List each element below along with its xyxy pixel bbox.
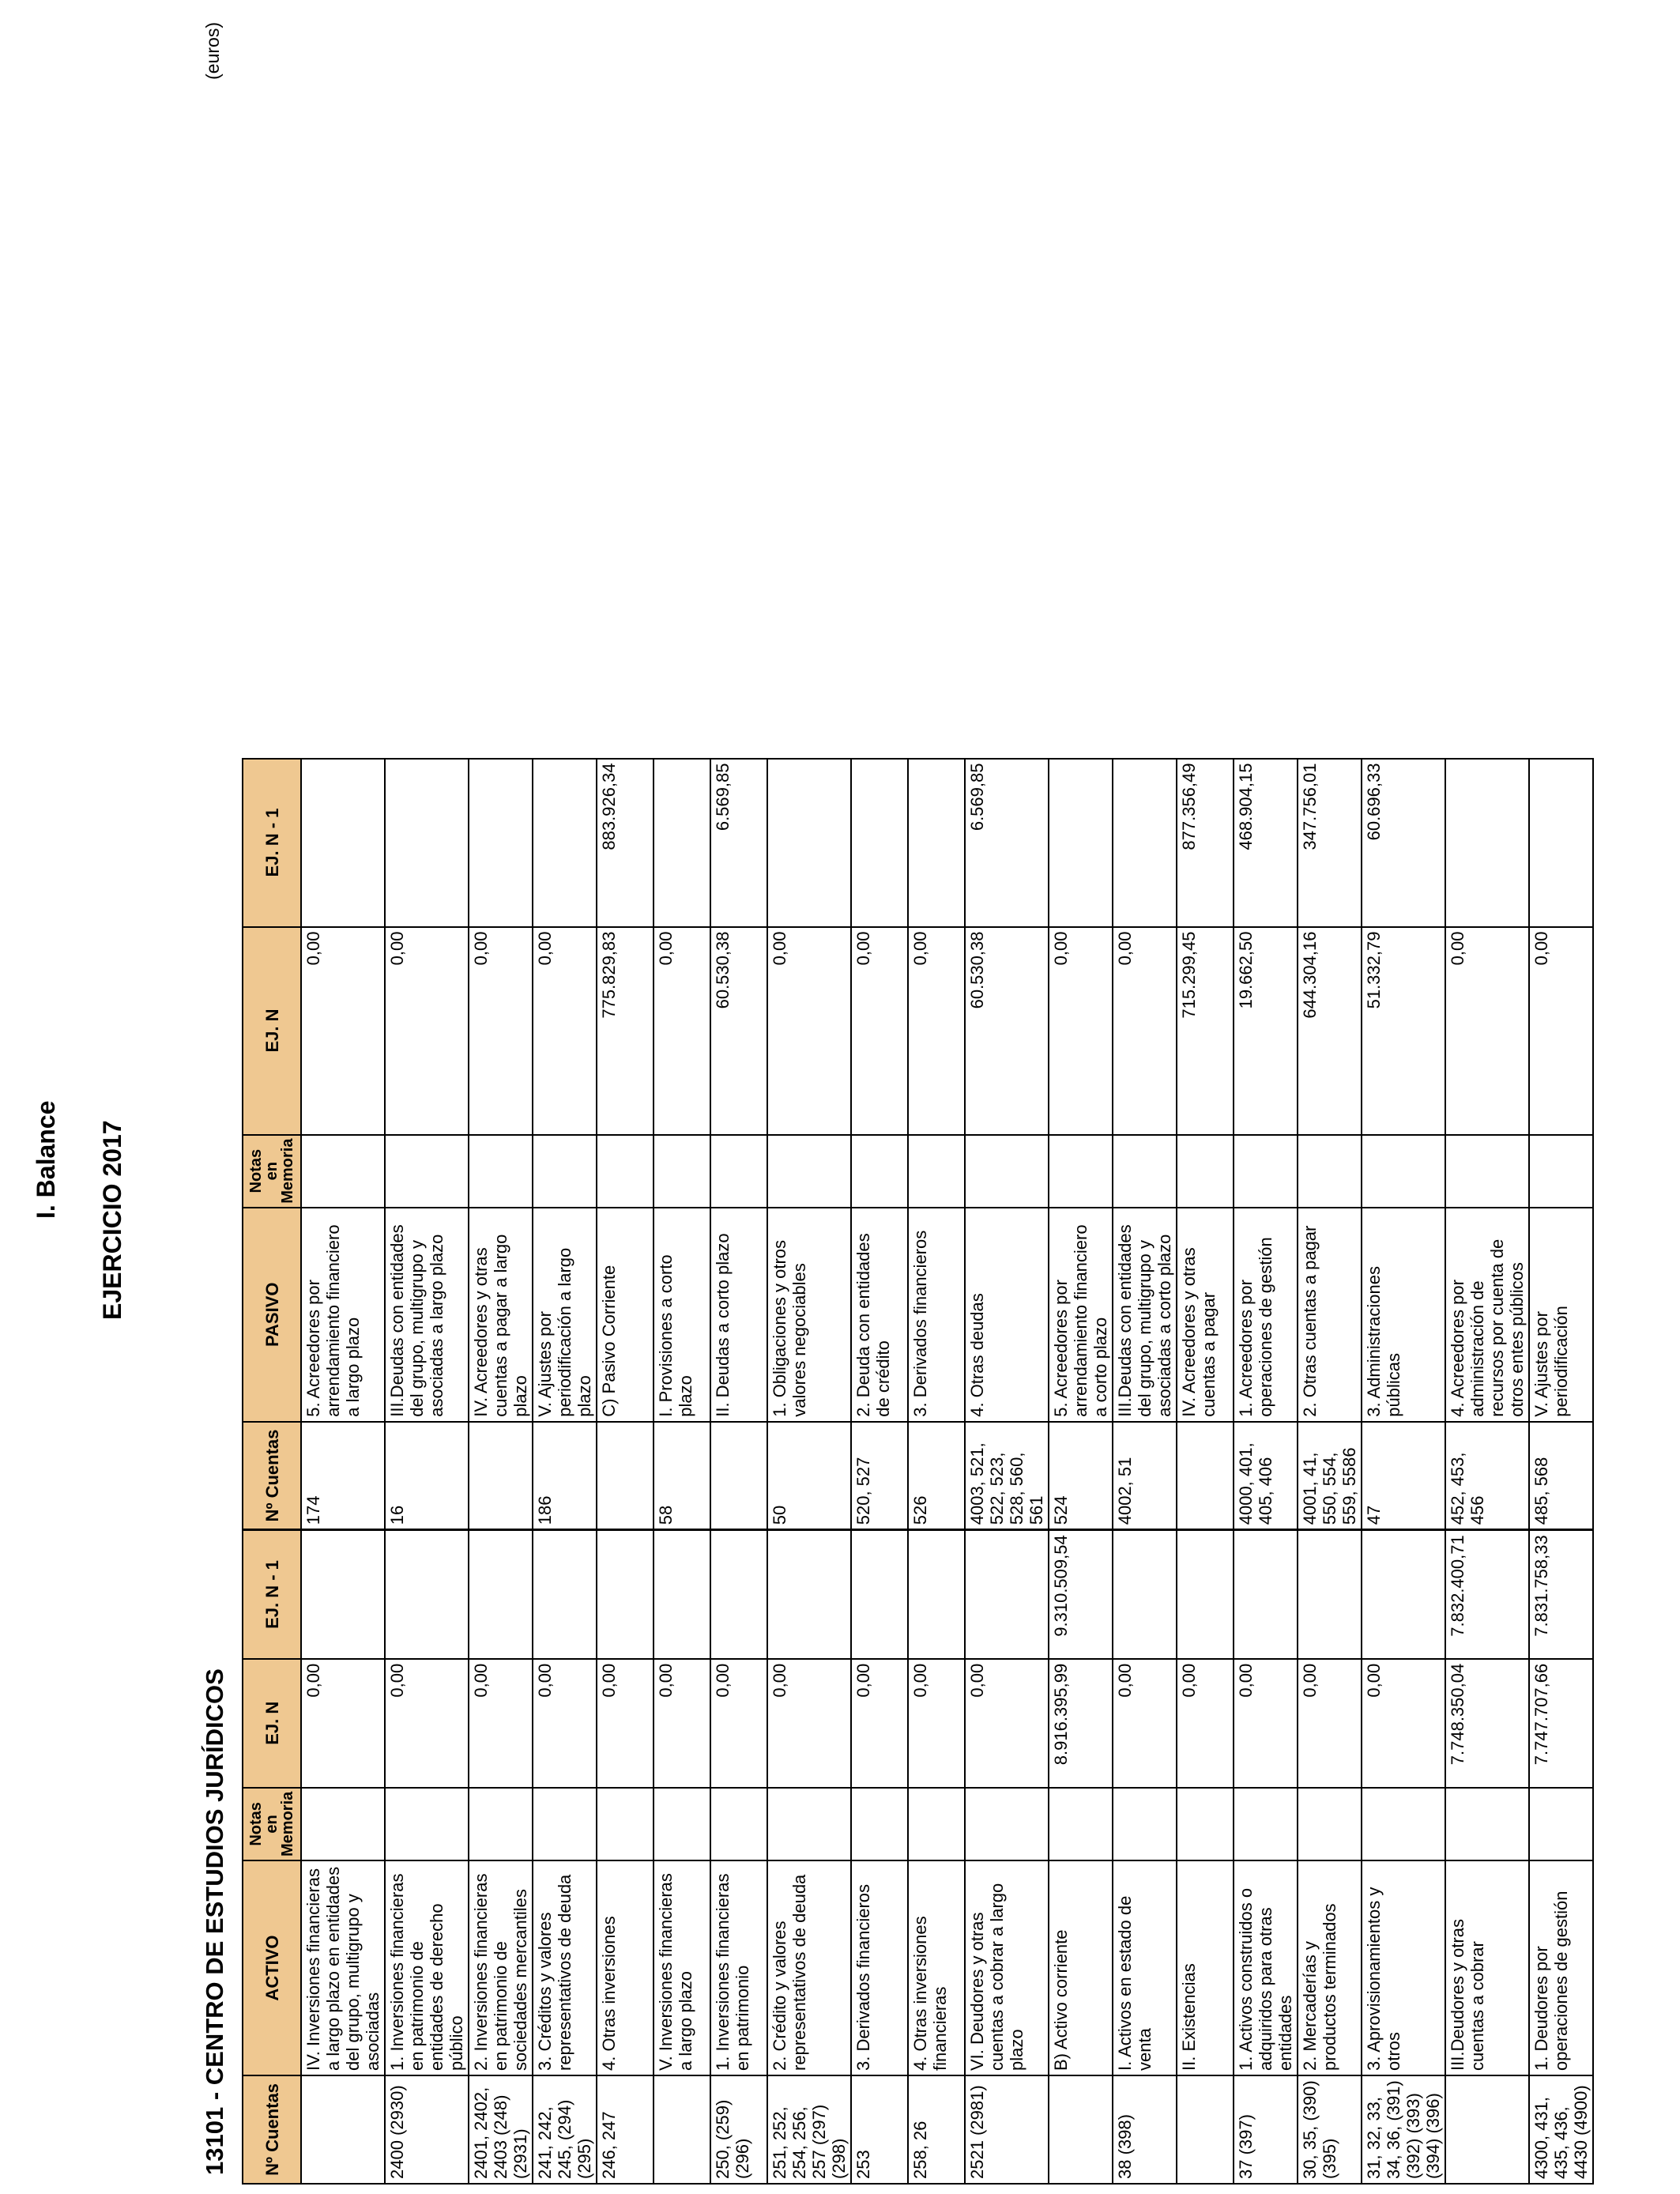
cell-ej-n-pasivo: 0,00 [1529, 927, 1593, 1135]
cell-concepto-activo: 2. Crédito y valores representativos de deuda [767, 1860, 851, 2075]
cell-notas-activo [469, 1788, 533, 1860]
cell-notas-pasivo [965, 1135, 1049, 1208]
cell-concepto-pasivo: V. Ajustes por periodificación [1529, 1208, 1593, 1422]
table-row [1234, 759, 1298, 2184]
table-row [965, 759, 1049, 2184]
cell-ej-n1-pasivo [1529, 759, 1593, 927]
cell-ej-n1-activo [1298, 1530, 1362, 1659]
cell-concepto-pasivo: 3. Derivados financieros [908, 1208, 965, 1422]
cell-concepto-activo: 1. Deudores por operaciones de gestión [1529, 1860, 1593, 2075]
cell-concepto-pasivo: IV. Acreedores y otras cuentas a pagar a largo plazo [469, 1208, 533, 1422]
cell-concepto-activo: I. Activos en estado de venta [1113, 1860, 1177, 2075]
table-row [851, 759, 908, 2184]
cell-ej-n-pasivo: 60.530,38 [965, 927, 1049, 1135]
cell-notas-activo [1113, 1788, 1177, 1860]
table-row [1113, 759, 1177, 2184]
cell-cuentas-activo: 253 [851, 2075, 908, 2184]
cell-ej-n-pasivo: 0,00 [767, 927, 851, 1135]
cell-ej-n-pasivo: 0,00 [301, 927, 385, 1135]
cell-cuentas-pasivo: 16 [385, 1422, 469, 1530]
cell-ej-n-activo: 0,00 [469, 1659, 533, 1788]
cell-concepto-activo: 1. Activos construidos o adquiridos para otras entidades [1234, 1860, 1298, 2075]
cell-notas-pasivo [710, 1135, 767, 1208]
cell-ej-n1-activo [908, 1530, 965, 1659]
cell-ej-n1-activo [1362, 1530, 1445, 1659]
cell-notas-pasivo [1298, 1135, 1362, 1208]
cell-ej-n-activo: 0,00 [385, 1659, 469, 1788]
cell-ej-n-activo: 8.916.395,99 [1049, 1659, 1113, 1788]
cell-notas-activo [1445, 1788, 1529, 1860]
cell-notas-pasivo [533, 1135, 597, 1208]
cell-cuentas-pasivo: 485, 568 [1529, 1422, 1593, 1530]
cell-cuentas-activo: 38 (398) [1113, 2075, 1177, 2184]
cell-ej-n1-pasivo [385, 759, 469, 927]
cell-ej-n1-activo [767, 1530, 851, 1659]
cell-cuentas-activo: 2401, 2402, 2403 (248) (2931) [469, 2075, 533, 2184]
cell-ej-n-pasivo: 0,00 [851, 927, 908, 1135]
cell-notas-pasivo [1177, 1135, 1234, 1208]
cell-notas-activo [301, 1788, 385, 1860]
cell-notas-activo [851, 1788, 908, 1860]
cell-concepto-activo: 4. Otras inversiones [597, 1860, 654, 2075]
cell-ej-n-activo: 0,00 [851, 1659, 908, 1788]
cell-notas-activo [965, 1788, 1049, 1860]
cell-cuentas-pasivo: 4000, 401, 405, 406 [1234, 1422, 1298, 1530]
cell-notas-pasivo [1049, 1135, 1113, 1208]
cell-ej-n1-pasivo: 6.569,85 [965, 759, 1049, 927]
cell-cuentas-pasivo [1177, 1422, 1234, 1530]
table-row [1177, 759, 1234, 2184]
cell-cuentas-activo: 251, 252, 254, 256, 257 (297) (298) [767, 2075, 851, 2184]
cell-ej-n-pasivo: 19.662,50 [1234, 927, 1298, 1135]
cell-notas-activo [767, 1788, 851, 1860]
cell-ej-n-activo: 0,00 [1177, 1659, 1234, 1788]
cell-concepto-activo: B) Activo corriente [1049, 1860, 1113, 2075]
cell-cuentas-activo [654, 2075, 710, 2184]
cell-cuentas-pasivo: 520, 527 [851, 1422, 908, 1530]
cell-ej-n-pasivo: 0,00 [1049, 927, 1113, 1135]
cell-concepto-pasivo: III.Deudas con entidades del grupo, multigrupo y asociadas a corto plazo [1113, 1208, 1177, 1422]
cell-ej-n1-activo [710, 1530, 767, 1659]
cell-notas-activo [1234, 1788, 1298, 1860]
cell-ej-n1-activo [965, 1530, 1049, 1659]
cell-cuentas-pasivo [597, 1422, 654, 1530]
cell-ej-n-activo: 0,00 [301, 1659, 385, 1788]
cell-cuentas-pasivo: 174 [301, 1422, 385, 1530]
cell-ej-n-activo: 0,00 [965, 1659, 1049, 1788]
cell-notas-activo [1529, 1788, 1593, 1860]
cell-concepto-pasivo: 1. Obligaciones y otros valores negociables [767, 1208, 851, 1422]
cell-ej-n1-activo [851, 1530, 908, 1659]
table-row [710, 759, 767, 2184]
cell-cuentas-pasivo: 4003, 521, 522, 523, 528, 560, 561 [965, 1422, 1049, 1530]
cell-cuentas-activo: 31, 32, 33, 34, 36, (391) (392) (393) (394) (396) [1362, 2075, 1445, 2184]
cell-ej-n-pasivo: 60.530,38 [710, 927, 767, 1135]
cell-ej-n-pasivo: 0,00 [385, 927, 469, 1135]
cell-cuentas-pasivo: 50 [767, 1422, 851, 1530]
cell-cuentas-activo [1177, 2075, 1234, 2184]
table-row [469, 759, 533, 2184]
cell-concepto-pasivo: C) Pasivo Corriente [597, 1208, 654, 1422]
table-row [1298, 759, 1362, 2184]
cell-ej-n-pasivo: 715.299,45 [1177, 927, 1234, 1135]
cell-notas-pasivo [1362, 1135, 1445, 1208]
cell-concepto-pasivo: 5. Acreedores por arrendamiento financiero a largo plazo [301, 1208, 385, 1422]
cell-concepto-pasivo: 3. Administraciones públicas [1362, 1208, 1445, 1422]
cell-cuentas-activo: 2400 (2930) [385, 2075, 469, 2184]
cell-ej-n1-pasivo [533, 759, 597, 927]
cell-cuentas-activo: 4300, 431, 435, 436, 4430 (4900) [1529, 2075, 1593, 2184]
table-row [1529, 759, 1593, 2184]
cell-concepto-pasivo: 1. Acreedores por operaciones de gestión [1234, 1208, 1298, 1422]
cell-cuentas-activo [1445, 2075, 1529, 2184]
cell-ej-n1-activo: 7.832.400,71 [1445, 1530, 1529, 1659]
cell-cuentas-pasivo: 4002, 51 [1113, 1422, 1177, 1530]
header-pasivo: PASIVO [243, 1208, 301, 1422]
cell-ej-n1-activo [385, 1530, 469, 1659]
cell-concepto-pasivo: 5. Acreedores por arrendamiento financiero a corto plazo [1049, 1208, 1113, 1422]
cell-ej-n1-pasivo: 347.756,01 [1298, 759, 1362, 927]
cell-ej-n-pasivo: 0,00 [533, 927, 597, 1135]
table-row [767, 759, 851, 2184]
cell-ej-n1-pasivo [767, 759, 851, 927]
cell-ej-n-activo: 0,00 [1113, 1659, 1177, 1788]
cell-concepto-activo: 1. Inversiones financieras en patrimonio de entidades de derecho público [385, 1860, 469, 2075]
cell-ej-n1-pasivo [1445, 759, 1529, 927]
cell-ej-n1-pasivo: 883.926,34 [597, 759, 654, 927]
cell-concepto-activo: II. Existencias [1177, 1860, 1234, 2075]
cell-ej-n-activo: 0,00 [1298, 1659, 1362, 1788]
table-row [908, 759, 965, 2184]
cell-ej-n1-activo [469, 1530, 533, 1659]
cell-ej-n1-pasivo [1049, 759, 1113, 927]
cell-cuentas-pasivo [710, 1422, 767, 1530]
cell-ej-n-activo: 7.747.707,66 [1529, 1659, 1593, 1788]
cell-concepto-activo: 1. Inversiones financieras en patrimonio [710, 1860, 767, 2075]
cell-concepto-activo: V. Inversiones financieras a largo plazo [654, 1860, 710, 2075]
cell-ej-n1-pasivo [1113, 759, 1177, 927]
table-body [301, 759, 1593, 2184]
cell-ej-n-activo: 0,00 [908, 1659, 965, 1788]
cell-concepto-activo: VI. Deudores y otras cuentas a cobrar a largo plazo [965, 1860, 1049, 2075]
cell-ej-n1-activo [1113, 1530, 1177, 1659]
units-label: (euros) [202, 22, 223, 80]
cell-ej-n-activo: 0,00 [654, 1659, 710, 1788]
cell-notas-activo [1177, 1788, 1234, 1860]
cell-concepto-pasivo: 2. Deuda con entidades de crédito [851, 1208, 908, 1422]
cell-ej-n-pasivo: 0,00 [1113, 927, 1177, 1135]
cell-ej-n1-pasivo: 877.356,49 [1177, 759, 1234, 927]
cell-concepto-pasivo: I. Provisiones a corto plazo [654, 1208, 710, 1422]
table-row [1362, 759, 1445, 2184]
cell-concepto-activo: 3. Créditos y valores representativos de deuda [533, 1860, 597, 2075]
cell-cuentas-pasivo: 58 [654, 1422, 710, 1530]
cell-ej-n1-pasivo [469, 759, 533, 927]
cell-ej-n-activo: 0,00 [710, 1659, 767, 1788]
cell-ej-n-activo: 0,00 [597, 1659, 654, 1788]
cell-concepto-activo: 2. Inversiones financieras en patrimonio de sociedades mercantiles [469, 1860, 533, 2075]
cell-notas-activo [385, 1788, 469, 1860]
cell-notas-pasivo [851, 1135, 908, 1208]
cell-concepto-activo: 3. Aprovisionamientos y otros [1362, 1860, 1445, 2075]
header-ej-n1-pasivo: EJ. N - 1 [243, 759, 301, 927]
cell-cuentas-pasivo: 452, 453, 456 [1445, 1422, 1529, 1530]
cell-concepto-activo: 2. Mercaderías y productos terminados [1298, 1860, 1362, 2075]
table-row [533, 759, 597, 2184]
table-row [1049, 759, 1113, 2184]
cell-ej-n-activo: 0,00 [767, 1659, 851, 1788]
cell-ej-n1-activo [533, 1530, 597, 1659]
cell-ej-n1-pasivo [301, 759, 385, 927]
cell-ej-n1-activo [597, 1530, 654, 1659]
cell-ej-n1-pasivo [851, 759, 908, 927]
cell-notas-activo [710, 1788, 767, 1860]
cell-notas-activo [654, 1788, 710, 1860]
cell-ej-n-pasivo: 0,00 [1445, 927, 1529, 1135]
cell-notas-activo [533, 1788, 597, 1860]
cell-cuentas-activo [1049, 2075, 1113, 2184]
cell-notas-pasivo [908, 1135, 965, 1208]
entity-title: 13101 - CENTRO DE ESTUDIOS JURÍDICOS [201, 1668, 228, 2175]
cell-notas-pasivo [597, 1135, 654, 1208]
cell-ej-n-pasivo: 51.332,79 [1362, 927, 1445, 1135]
cell-cuentas-activo: 250, (259) (296) [710, 2075, 767, 2184]
cell-ej-n-pasivo: 775.829,83 [597, 927, 654, 1135]
header-notas-activo: Notas en Memoria [243, 1788, 301, 1860]
cell-concepto-pasivo: 4. Otras deudas [965, 1208, 1049, 1422]
cell-notas-activo [1049, 1788, 1113, 1860]
cell-concepto-activo: 3. Derivados financieros [851, 1860, 908, 2075]
cell-notas-activo [1298, 1788, 1362, 1860]
table-row [654, 759, 710, 2184]
cell-cuentas-pasivo: 186 [533, 1422, 597, 1530]
cell-notas-pasivo [767, 1135, 851, 1208]
header-ej-n1-activo: EJ. N - 1 [243, 1530, 301, 1659]
table-row [597, 759, 654, 2184]
cell-cuentas-activo: 258, 26 [908, 2075, 965, 2184]
cell-notas-pasivo [654, 1135, 710, 1208]
cell-concepto-activo: 4. Otras inversiones financieras [908, 1860, 965, 2075]
cell-notas-pasivo [1234, 1135, 1298, 1208]
cell-notas-pasivo [301, 1135, 385, 1208]
cell-cuentas-activo: 241, 242, 245, (294) (295) [533, 2075, 597, 2184]
cell-cuentas-activo: 246, 247 [597, 2075, 654, 2184]
table-header-row [243, 759, 301, 2184]
cell-cuentas-pasivo: 524 [1049, 1422, 1113, 1530]
cell-concepto-activo: IV. Inversiones financieras a largo plazo en entidades del grupo, multigrupo y asociadas [301, 1860, 385, 2075]
cell-ej-n1-pasivo: 6.569,85 [710, 759, 767, 927]
cell-cuentas-activo [301, 2075, 385, 2184]
cell-cuentas-pasivo: 47 [1362, 1422, 1445, 1530]
cell-notas-pasivo [1445, 1135, 1529, 1208]
cell-concepto-pasivo: IV. Acreedores y otras cuentas a pagar [1177, 1208, 1234, 1422]
cell-ej-n-pasivo: 644.304,16 [1298, 927, 1362, 1135]
cell-notas-activo [1362, 1788, 1445, 1860]
cell-cuentas-activo: 2521 (2981) [965, 2075, 1049, 2184]
header-cuentas-pasivo: Nº Cuentas [243, 1422, 301, 1530]
cell-ej-n1-activo [301, 1530, 385, 1659]
cell-ej-n1-pasivo: 468.904,15 [1234, 759, 1298, 927]
header-cuentas-activo: Nº Cuentas [243, 2075, 301, 2184]
header-ej-n-activo: EJ. N [243, 1659, 301, 1788]
cell-ej-n-pasivo: 0,00 [469, 927, 533, 1135]
header-ej-n-pasivo: EJ. N [243, 927, 301, 1135]
cell-concepto-pasivo: V. Ajustes por periodificación a largo plazo [533, 1208, 597, 1422]
cell-notas-activo [597, 1788, 654, 1860]
cell-notas-pasivo [1113, 1135, 1177, 1208]
cell-ej-n-pasivo: 0,00 [654, 927, 710, 1135]
page-title: I. Balance [32, 1100, 60, 1219]
cell-notas-activo [908, 1788, 965, 1860]
cell-ej-n1-pasivo: 60.696,33 [1362, 759, 1445, 927]
cell-concepto-pasivo: II. Deudas a corto plazo [710, 1208, 767, 1422]
cell-ej-n1-activo [1234, 1530, 1298, 1659]
cell-cuentas-activo: 30, 35, (390) (395) [1298, 2075, 1362, 2184]
cell-cuentas-pasivo: 526 [908, 1422, 965, 1530]
table-row [301, 759, 385, 2184]
cell-ej-n1-pasivo [908, 759, 965, 927]
cell-notas-pasivo [1529, 1135, 1593, 1208]
cell-cuentas-pasivo: 4001, 41, 550, 554, 559, 5586 [1298, 1422, 1362, 1530]
cell-ej-n-activo: 7.748.350,04 [1445, 1659, 1529, 1788]
cell-cuentas-pasivo [469, 1422, 533, 1530]
cell-concepto-pasivo: III.Deudas con entidades del grupo, multigrupo y asociadas a largo plazo [385, 1208, 469, 1422]
cell-ej-n-activo: 0,00 [1362, 1659, 1445, 1788]
cell-concepto-pasivo: 4. Acreedores por administración de recursos por cuenta de otros entes públicos [1445, 1208, 1529, 1422]
table-row [1445, 759, 1529, 2184]
cell-ej-n-pasivo: 0,00 [908, 927, 965, 1135]
cell-notas-pasivo [385, 1135, 469, 1208]
cell-ej-n1-activo: 9.310.509,54 [1049, 1530, 1113, 1659]
cell-ej-n-activo: 0,00 [533, 1659, 597, 1788]
cell-concepto-activo: III.Deudores y otras cuentas a cobrar [1445, 1860, 1529, 2075]
cell-ej-n1-activo [654, 1530, 710, 1659]
cell-concepto-pasivo: 2. Otras cuentas a pagar [1298, 1208, 1362, 1422]
cell-cuentas-activo: 37 (397) [1234, 2075, 1298, 2184]
table-row [385, 759, 469, 2184]
exercise-title: EJERCICIO 2017 [98, 1120, 126, 1320]
cell-ej-n-activo: 0,00 [1234, 1659, 1298, 1788]
cell-ej-n1-activo [1177, 1530, 1234, 1659]
cell-ej-n1-activo: 7.831.758,33 [1529, 1530, 1593, 1659]
cell-ej-n1-pasivo [654, 759, 710, 927]
header-notas-pasivo: Notas en Memoria [243, 1135, 301, 1208]
balance-table [242, 758, 1594, 2185]
header-activo: ACTIVO [243, 1860, 301, 2075]
cell-notas-pasivo [469, 1135, 533, 1208]
